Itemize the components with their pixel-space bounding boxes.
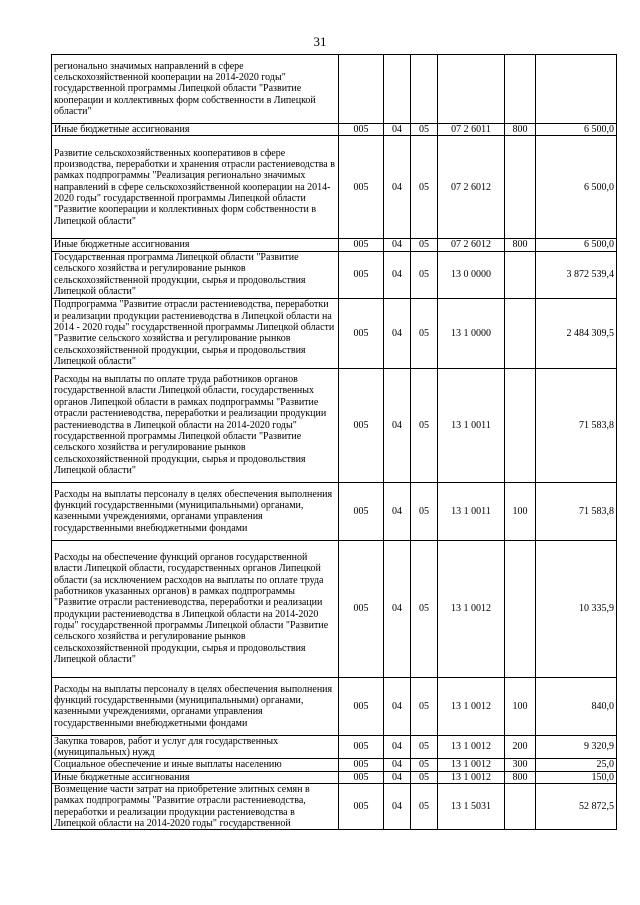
amount: 6 500,0	[536, 124, 617, 136]
target-article-code: 13 1 0012	[438, 759, 505, 771]
ministry-code: 005	[339, 136, 384, 239]
row-description: Подпрограмма "Развитие отрасли растениеводства, переработки и реализации продукции растениеводства в Липецкой области на 2014 - 2020 годы" государственной программы Липецкой области "Развитие сельского хозяйства и регулирование рынков сельскохозяйственной продукции, сырья и продовольствия Липецкой области"	[52, 298, 339, 368]
section-code: 04	[384, 677, 411, 735]
row-description: Иные бюджетные ассигнования	[52, 124, 339, 136]
subsection-code: 05	[411, 298, 438, 368]
expense-type-code: 200	[505, 735, 536, 759]
page-number: 31	[313, 34, 327, 49]
subsection-code: 05	[411, 735, 438, 759]
row-description: Расходы на выплаты персоналу в целях обеспечения выполнения функций государственными (муниципальными) органами, казенными учреждениями, органами управления государственными внебюджетными фондами	[52, 482, 339, 540]
amount: 71 583,8	[536, 368, 617, 482]
section-code: 04	[384, 759, 411, 771]
expense-type-code: 100	[505, 482, 536, 540]
target-article-code: 13 1 0012	[438, 735, 505, 759]
target-article-code: 07 2 6011	[438, 124, 505, 136]
section-code: 04	[384, 368, 411, 482]
table-row	[52, 771, 617, 783]
amount: 2 484 309,5	[536, 298, 617, 368]
expense-type-code	[505, 136, 536, 239]
table-row	[52, 540, 617, 677]
subsection-code: 05	[411, 771, 438, 783]
table-row	[52, 784, 617, 830]
subsection-code: 05	[411, 677, 438, 735]
amount: 25,0	[536, 759, 617, 771]
target-article-code: 07 2 6012	[438, 136, 505, 239]
section-code: 04	[384, 251, 411, 298]
table-row	[52, 298, 617, 368]
table-row	[52, 136, 617, 239]
row-description: Расходы на обеспечение функций органов государственной власти Липецкой области, государственных органов Липецкой области (за исключением расходов на выплаты по оплате труда работников указанных органов) в рамках подпрограммы "Развитие отрасли растениеводства, переработки и реализации продукции растениеводства в Липецкой области на 2014-2020 годы" государственной программы Липецкой области "Развитие сельского хозяйства и регулирование рынков сельскохозяйственной продукции, сырья и продовольствия Липецкой области"	[52, 540, 339, 677]
ministry-code: 005	[339, 771, 384, 783]
target-article-code: 13 1 0012	[438, 771, 505, 783]
ministry-code: 005	[339, 251, 384, 298]
amount: 10 335,9	[536, 540, 617, 677]
row-description: Иные бюджетные ассигнования	[52, 239, 339, 251]
row-description: Расходы на выплаты персоналу в целях обеспечения выполнения функций государственными (муниципальными) органами, казенными учреждениями, органами управления государственными внебюджетными фондами	[52, 677, 339, 735]
target-article-code	[438, 55, 505, 124]
expense-type-code	[505, 368, 536, 482]
expense-type-code	[505, 55, 536, 124]
row-description: Закупка товаров, работ и услуг для государственных (муниципальных) нужд	[52, 735, 339, 759]
amount: 52 872,5	[536, 784, 617, 830]
table-row	[52, 55, 617, 124]
expense-type-code: 100	[505, 677, 536, 735]
expense-type-code: 800	[505, 124, 536, 136]
ministry-code: 005	[339, 482, 384, 540]
ministry-code: 005	[339, 677, 384, 735]
section-code	[384, 55, 411, 124]
ministry-code: 005	[339, 784, 384, 830]
section-code: 04	[384, 124, 411, 136]
expense-type-code	[505, 540, 536, 677]
subsection-code: 05	[411, 759, 438, 771]
expense-type-code: 800	[505, 239, 536, 251]
target-article-code: 13 0 0000	[438, 251, 505, 298]
ministry-code: 005	[339, 124, 384, 136]
expense-type-code	[505, 251, 536, 298]
subsection-code	[411, 55, 438, 124]
section-code: 04	[384, 784, 411, 830]
section-code: 04	[384, 540, 411, 677]
subsection-code: 05	[411, 124, 438, 136]
expense-type-code: 300	[505, 759, 536, 771]
table-row	[52, 482, 617, 540]
amount: 9 320,9	[536, 735, 617, 759]
row-description: регионально значимых направлений в сфере сельскохозяйственной кооперации на 2014-2020 годы" государственной программы Липецкой области "Развитие кооперации и коллективных форм собственности в Липецкой области"	[52, 55, 339, 124]
target-article-code: 13 1 5031	[438, 784, 505, 830]
ministry-code: 005	[339, 735, 384, 759]
subsection-code: 05	[411, 482, 438, 540]
section-code: 04	[384, 298, 411, 368]
row-description: Возмещение части затрат на приобретение элитных семян в рамках подпрограммы "Развитие отрасли растениеводства, переработки и реализации продукции растениеводства в Липецкой области на 2014-2020 годы" государственной	[52, 784, 339, 830]
expense-type-code	[505, 298, 536, 368]
subsection-code: 05	[411, 784, 438, 830]
table-row	[52, 124, 617, 136]
table-row	[52, 368, 617, 482]
amount	[536, 55, 617, 124]
target-article-code: 13 1 0000	[438, 298, 505, 368]
target-article-code: 13 1 0011	[438, 368, 505, 482]
section-code: 04	[384, 136, 411, 239]
ministry-code: 005	[339, 298, 384, 368]
amount: 840,0	[536, 677, 617, 735]
budget-table	[51, 54, 617, 830]
subsection-code: 05	[411, 136, 438, 239]
ministry-code: 005	[339, 759, 384, 771]
table-row	[52, 677, 617, 735]
section-code: 04	[384, 239, 411, 251]
subsection-code: 05	[411, 251, 438, 298]
amount: 6 500,0	[536, 239, 617, 251]
expense-type-code: 800	[505, 771, 536, 783]
expense-type-code	[505, 784, 536, 830]
row-description: Социальное обеспечение и иные выплаты населению	[52, 759, 339, 771]
row-description: Развитие сельскохозяйственных кооперативов в сфере производства, переработки и хранения отрасли растениеводства в рамках подпрограммы "Реализация регионально значимых направлений в сфере сельскохозяйственной кооперации на 2014-2020 годы" государственной программы Липецкой области "Развитие кооперации и коллективных форм собственности в Липецкой области"	[52, 136, 339, 239]
section-code: 04	[384, 771, 411, 783]
table-row	[52, 251, 617, 298]
table-row	[52, 239, 617, 251]
amount: 6 500,0	[536, 136, 617, 239]
row-description: Иные бюджетные ассигнования	[52, 771, 339, 783]
target-article-code: 13 1 0011	[438, 482, 505, 540]
subsection-code: 05	[411, 368, 438, 482]
row-description: Расходы на выплаты по оплате труда работников органов государственной власти Липецкой области, государственных органов Липецкой области в рамках подпрограммы "Развитие отрасли растениеводства, переработки и реализации продукции растениеводства в Липецкой области на 2014-2020 годы" государственной программы Липецкой области "Развитие сельского хозяйства и регулирование рынков сельскохозяйственной продукции, сырья и продовольствия Липецкой области"	[52, 368, 339, 482]
target-article-code: 13 1 0012	[438, 540, 505, 677]
ministry-code: 005	[339, 239, 384, 251]
table-row	[52, 735, 617, 759]
section-code: 04	[384, 735, 411, 759]
amount: 150,0	[536, 771, 617, 783]
ministry-code: 005	[339, 540, 384, 677]
section-code: 04	[384, 482, 411, 540]
table-row	[52, 759, 617, 771]
target-article-code: 07 2 6012	[438, 239, 505, 251]
subsection-code: 05	[411, 540, 438, 677]
subsection-code: 05	[411, 239, 438, 251]
row-description: Государственная программа Липецкой области "Развитие сельского хозяйства и регулирование рынков сельскохозяйственной продукции, сырья и продовольствия Липецкой области"	[52, 251, 339, 298]
target-article-code: 13 1 0012	[438, 677, 505, 735]
amount: 71 583,8	[536, 482, 617, 540]
ministry-code: 005	[339, 368, 384, 482]
ministry-code	[339, 55, 384, 124]
budget-table-body	[52, 55, 617, 830]
amount: 3 872 539,4	[536, 251, 617, 298]
